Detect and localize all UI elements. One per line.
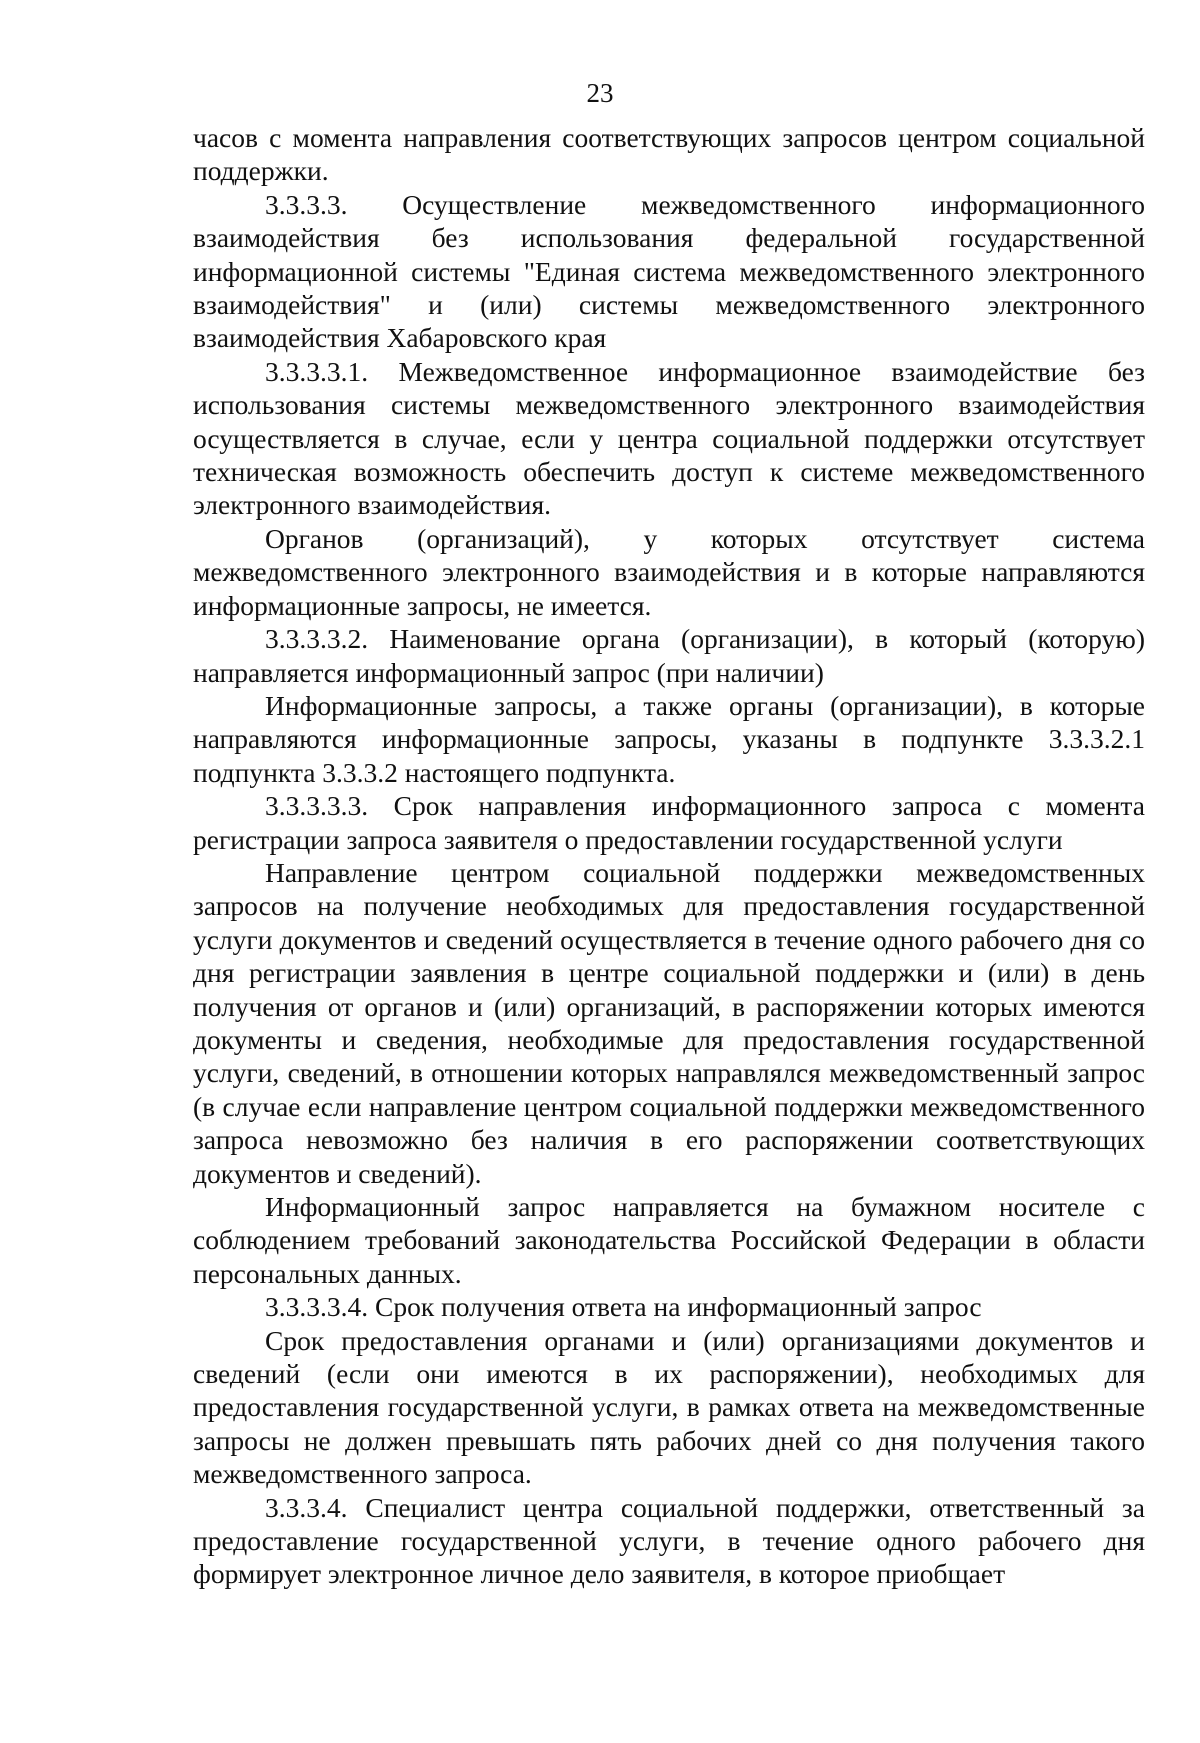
paragraph-response-term: Срок предоставления органами и (или) организациями документов и сведений (если они имеются в их распоряжении), необходимых для предоставления государственной услуги, в рамках ответа на межведомственные запросы не должен превышать пять рабочих дней со дня получения такого межведомственного запроса. <box>193 1324 1145 1490</box>
paragraph-paper-request: Информационный запрос направляется на бумажном носителе с соблюдением требований законодательства Российской Федерации в области персональных данных. <box>193 1191 1145 1289</box>
paragraph-direction-term: Направление центром социальной поддержки межведомственных запросов на получение необходимых для предоставления государственной услуги документов и сведений осуществляется в течение одного рабочего дня со дня регистрации заявления в центре социальной поддержки и (или) в день получения от органов и (или) организаций, в распоряжении которых имеются документы и сведения, необходимые для предоставления государственной услуги, сведений, в отношении которых направлялся межведомственный запрос (в случае если направление центром социальной поддержки межведомственного запроса невозможно без наличия в его распоряжении соответствующих документов и сведений). <box>193 856 1145 1189</box>
document-body <box>193 121 1145 1591</box>
paragraph-continuation: часов с момента направления соответствующих запросов центром социальной поддержки. <box>193 122 1145 187</box>
paragraph-3-3-3-3-3: 3.3.3.3.3. Срок направления информационного запроса с момента регистрации запроса заявителя о предоставлении государственной услуги <box>193 790 1145 855</box>
paragraph-organs-note: Органов (организаций), у которых отсутствует система межведомственного электронного взаимодействия и в которые направляются информационные запросы, не имеется. <box>193 522 1145 621</box>
paragraph-3-3-3-3: 3.3.3.3. Осуществление межведомственного информационного взаимодействия без использования федеральной государственной информационной системы "Единая система межведомственного электронного взаимодействия" и (или) системы межведомственного электронного взаимодействия Хабаровского края <box>193 188 1145 354</box>
page-number: 23 <box>586 78 614 108</box>
paragraph-3-3-3-3-2: 3.3.3.3.2. Наименование органа (организации), в который (которую) направляется информационный запрос (при наличии) <box>193 623 1145 688</box>
paragraph-3-3-3-3-1: 3.3.3.3.1. Межведомственное информационное взаимодействие без использования системы межведомственного электронного взаимодействия осуществляется в случае, если у центра социальной поддержки отсутствует техническая возможность обеспечить доступ к системе межведомственного электронного взаимодействия. <box>193 355 1145 521</box>
paragraph-3-3-3-4: 3.3.3.4. Специалист центра социальной поддержки, ответственный за предоставление государственной услуги, в течение одного рабочего дня формирует электронное личное дело заявителя, в которое приобщает <box>193 1491 1145 1590</box>
paragraph-3-3-3-3-4: 3.3.3.3.4. Срок получения ответа на информационный запрос <box>265 1291 982 1323</box>
paragraph-requests-note: Информационные запросы, а также органы (организации), в которые направляются информационные запросы, указаны в подпункте 3.3.3.2.1 подпункта 3.3.3.2 настоящего подпункта. <box>193 689 1145 788</box>
